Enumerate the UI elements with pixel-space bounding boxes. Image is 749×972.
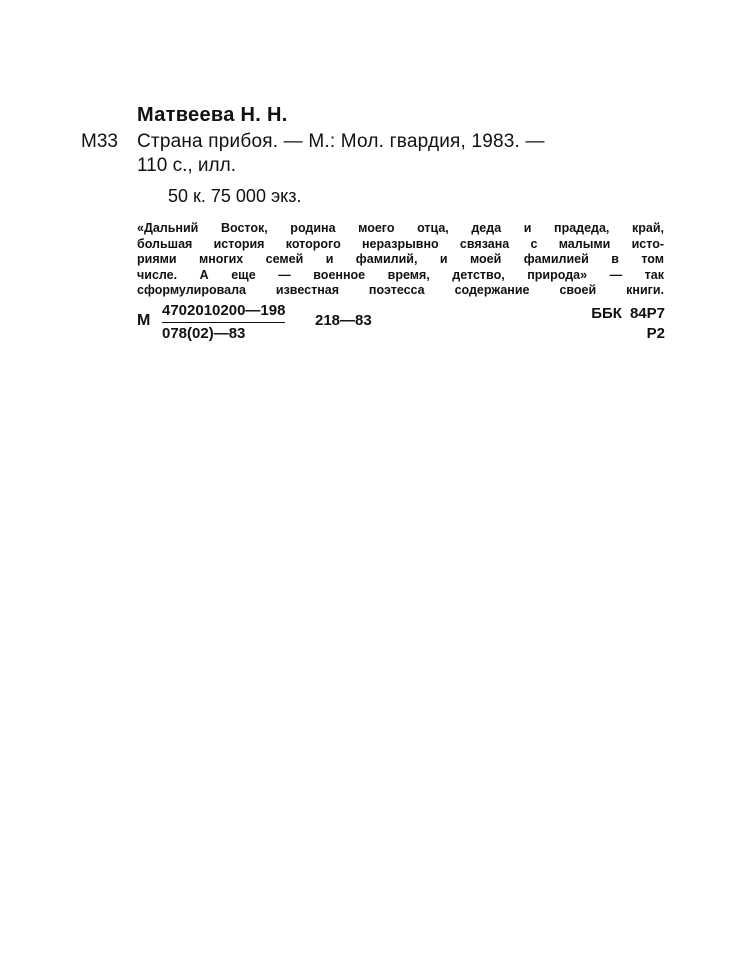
- bbk-code-2: Р2: [646, 325, 665, 342]
- annotation-line: большая история которого неразрывно связана с малыми исто-: [137, 236, 664, 251]
- bbk-line-1: [591, 304, 665, 324]
- price-and-print-run: 50 к. 75 000 экз.: [168, 186, 302, 206]
- bbk-code-1: 84Р7: [629, 305, 665, 322]
- title-line-2: 110 с., илл.: [137, 155, 236, 176]
- annotation-line: риями многих семей и фамилий, и моей фамилией в том: [137, 252, 664, 266]
- annotation-line: числе. А еще — военное время, детство, природа» — так: [137, 267, 664, 282]
- bbk-classification: [591, 304, 665, 344]
- index-letter: М: [137, 312, 151, 329]
- title-line-1: Страна прибоя. — М.: Мол. гвардия, 1983. —: [137, 131, 545, 152]
- index-denominator: 078(02)—83: [162, 325, 246, 342]
- annotation-line: «Дальний Восток, родина моего отца, деда и прадеда, край,: [137, 221, 664, 235]
- annotation: [137, 221, 664, 299]
- author-name: Матвеева Н. Н.: [137, 104, 288, 126]
- index-fraction: [162, 302, 285, 343]
- bbk-label: ББК: [591, 305, 622, 322]
- author-code: М33: [81, 131, 118, 152]
- annotation-line: сформулировала известная поэтесса содержание своей книги.: [137, 283, 664, 297]
- index-middle-code: 218—83: [315, 312, 372, 329]
- index-numerator: 4702010200—198: [162, 302, 285, 323]
